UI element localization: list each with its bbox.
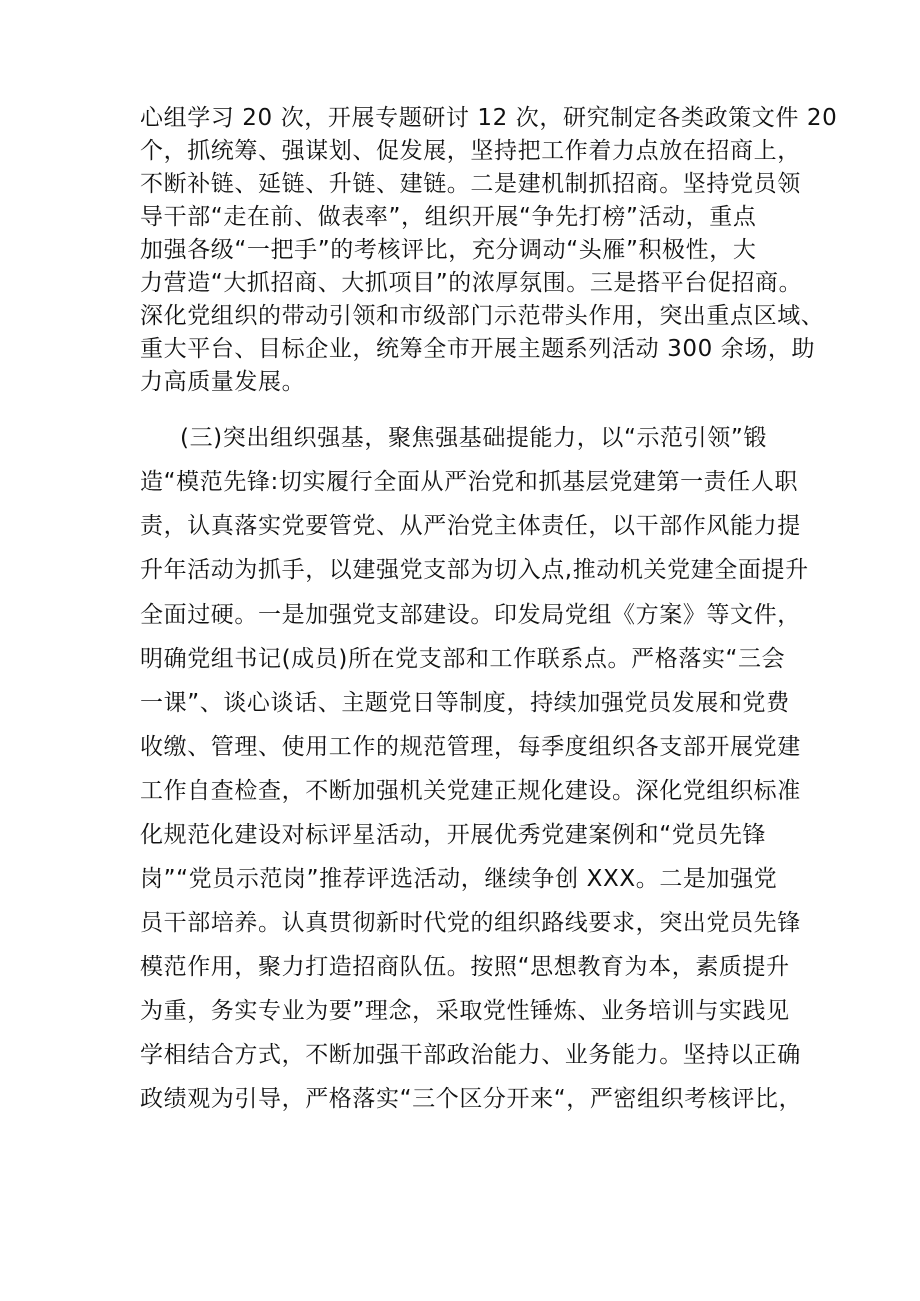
text-line: 为重，务实专业为要”理念，采取党性锤炼、业务培训与实践见 — [140, 998, 790, 1024]
text-line: 重大平台、目标企业，统筹全市开展主题系列活动 300 余场，助 — [140, 336, 816, 362]
text-line: 不断补链、延链、升链、建链。二是建机制抓招商。坚持党员领 — [140, 171, 801, 197]
text-line: 升年活动为抓手，以建强党支部为切入点,推动机关党建全面提升 — [140, 557, 809, 583]
text-line: 力高质量发展。 — [140, 369, 306, 395]
text-line: 心组学习 20 次，开展专题研讨 12 次，研究制定各类政策文件 20 — [140, 105, 838, 131]
text-line: 学相结合方式，不断加强干部政治能力、业务能力。坚持以正确 — [140, 1042, 801, 1068]
text-line: 导干部“走在前、做表率”，组织开展“争先打榜”活动，重点 — [140, 204, 757, 230]
text-line: 员干部培养。认真贯彻新时代党的组织路线要求，突出党员先锋 — [140, 910, 801, 936]
text-line: 力营造“大抓招商、大抓项目”的浓厚氛围。三是搭平台促招商。 — [140, 270, 803, 296]
text-line: 一课”、谈心谈话、主题党日等制度，持续加强党员发展和党费 — [140, 690, 790, 716]
text-line: 个，抓统筹、强谋划、促发展，坚持把工作着力点放在招商上， — [140, 138, 801, 164]
section-heading-line: (三)突出组织强基，聚焦强基础提能力，以“示范引领”锻 — [180, 425, 767, 451]
text-line: 加强各级“一把手”的考核评比，充分调动“头雁”积极性，大 — [140, 237, 757, 263]
text-line: 深化党组织的带动引领和市级部门示范带头作用，突出重点区域、 — [140, 303, 825, 329]
text-line: 政绩观为引导，严格落实“三个区分开来“，严密组织考核评比， — [140, 1086, 803, 1112]
text-line: 造“模范先锋:切实履行全面从严治党和抓基层党建第一责任人职 — [140, 469, 799, 495]
text-line: 模范作用，聚力打造招商队伍。按照“思想教育为本，素质提升 — [140, 954, 790, 980]
text-line: 化规范化建设对标评星活动，开展优秀党建案例和“党员先锋 — [140, 822, 767, 848]
text-line: 岗”“党员示范岗”推荐评选活动，继续争创 XXX。二是加强党 — [140, 866, 778, 892]
text-line: 全面过硬。一是加强党支部建设。印发局党组《方案》等文件， — [140, 602, 801, 628]
text-line: 收缴、管理、使用工作的规范管理，每季度组织各支部开展党建 — [140, 734, 801, 760]
text-line: 工作自查检查，不断加强机关党建正规化建设。深化党组织标准 — [140, 778, 801, 804]
text-line: 责，认真落实党要管党、从严治党主体责任，以干部作风能力提 — [140, 513, 801, 539]
text-line: 明确党组书记(成员)所在党支部和工作联系点。严格落实“三会 — [140, 646, 786, 672]
